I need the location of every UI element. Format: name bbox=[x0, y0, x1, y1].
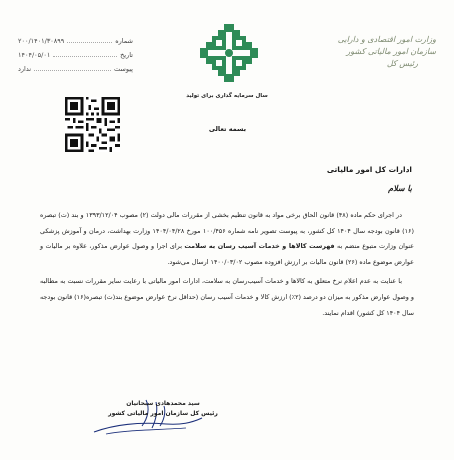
signer-block bbox=[88, 399, 238, 419]
attachment-row bbox=[18, 64, 133, 78]
signer-title: رئیس کل سازمان امور مالیاتی کشور bbox=[108, 410, 218, 417]
letter-meta bbox=[18, 36, 133, 78]
paragraph-2: با عنایت به عدم اعلام نرخ متعلق به کالاها و خدمات آسیب‌رسان به سلامت، ادارات امور مالیاتی با رعایت سایر مقررات نسبت به مطالبه و وصول عوارض مذکور به میزان دو درصد (۲٪) ارزش کالا و خدمات آسیب رسان (حداقل نرخ عوارض موضوع بند(ت) تبصره(۱۶) قانون بودجه سال ۱۴۰۴ کل کشور) اقدام نمایند. bbox=[40, 277, 414, 317]
paragraph-1-bold: فهرست کالاها و خدمات آسیب رسان به سلامت bbox=[184, 242, 335, 251]
year-slogan: سال سرمایه گذاری برای تولید bbox=[186, 93, 268, 99]
ministry-line-3: رئیس کل bbox=[386, 59, 418, 68]
number-value: ۲۰۰/۱۴۰۱/۳۰۸۹۹ bbox=[18, 37, 65, 45]
paragraph-1-part-a: در اجرای حکم ماده (۴۸) قانون الحاق برخی مواد به قانون تنظیم بخشی از مقررات مالی دولت (۲) مصوب ۱۳۹۳/۱۲/۰۴ و بند (ت) تبصره (۱۶) قانون بودجه سال ۱۴۰۴ کل کشور، به پیوست تصویر نامه شماره ۱۰۰/۴۵۶ مورخ ۱۴۰۴/۰۴/۲۸ وزارت بهداشت، درمان و آموزش پزشکی عنوان وزارت متبوع منضم به bbox=[40, 211, 414, 251]
ministry-line-1: وزارت امور اقتصادی و دارایی bbox=[337, 35, 436, 44]
tax-organization-logo-icon bbox=[198, 22, 260, 84]
date-row bbox=[18, 50, 133, 64]
date-label: تاریخ bbox=[120, 51, 133, 59]
date-value: ۱۴۰۴/۰۵/۰۱ bbox=[18, 51, 51, 59]
greeting: با سلام bbox=[388, 183, 412, 193]
number-row bbox=[18, 36, 133, 50]
signer-name: سید محمدهادی سبحانیان bbox=[126, 400, 200, 407]
attachment-label: پیوست bbox=[114, 65, 133, 73]
dotted-line bbox=[67, 36, 112, 43]
recipient: ادارات کل امور مالیاتی bbox=[326, 165, 412, 174]
ministry-line-2: سازمان امور مالیاتی کشور bbox=[346, 47, 436, 56]
number-label: شماره bbox=[115, 37, 133, 45]
dotted-line bbox=[34, 64, 111, 71]
letter-body bbox=[40, 208, 414, 325]
dotted-line bbox=[53, 50, 117, 57]
paragraph-1-part-b: برای اجرا و وصول عوارض مذکور، علاوه بر مالیات و عوارض موضوع ماده (۲۶) قانون مالیات بر ارزش افزوده مصوب ۱۴۰۰/۰۳/۰۲ ارسال می‌شود. bbox=[40, 242, 414, 266]
paragraph-1 bbox=[40, 208, 414, 270]
qr-code-icon bbox=[65, 97, 120, 152]
attachment-value: ندارد bbox=[18, 65, 32, 73]
ministry-header bbox=[306, 34, 436, 70]
bismillah-heading: بسمه تعالی bbox=[208, 125, 247, 133]
